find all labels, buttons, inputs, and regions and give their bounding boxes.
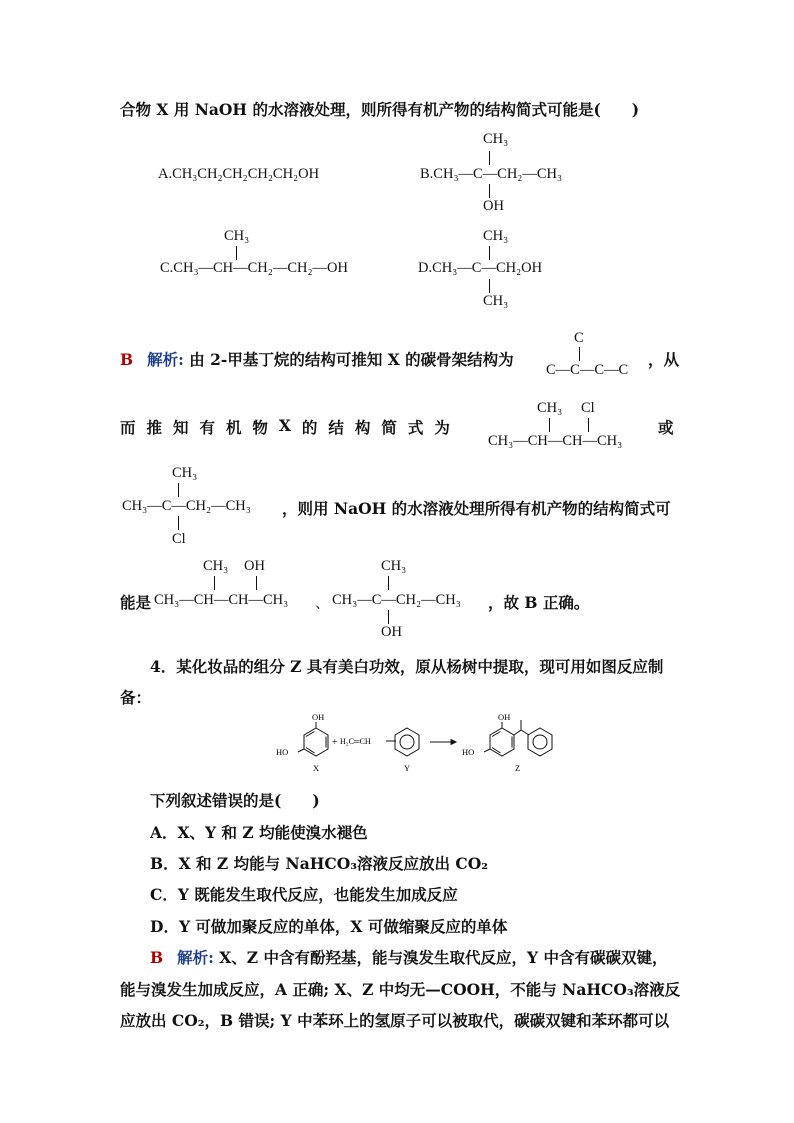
option-b: [420, 166, 562, 183]
bond-line: [178, 483, 179, 497]
q3-analysis-line-1: [120, 348, 514, 370]
q4-option-c: C．Y 既能发生取代反应，也能发生加成反应: [150, 885, 458, 904]
option-b-letter: B.: [420, 166, 434, 182]
prod1-top-left: CH₃: [203, 558, 229, 574]
word: X: [278, 416, 291, 435]
q4-option-b: B．X 和 Z 均能与 NaHCO₃溶液反应放出 CO₂: [150, 854, 489, 873]
word: 有: [199, 418, 215, 437]
prod1-top-right: OH: [244, 558, 265, 574]
q3-analysis-line-4-end: ，故 B 正确。: [488, 593, 590, 612]
option-a-letter: A.: [158, 166, 173, 182]
prod2-bottom: OH: [381, 624, 402, 640]
option-d: [418, 260, 542, 277]
reaction-arrow: [430, 740, 456, 745]
q3-analysis-line-2: [120, 416, 450, 438]
option-b-bottom: OH: [483, 198, 504, 214]
separator: 、: [315, 596, 330, 612]
reaction-scheme: [270, 708, 560, 780]
bond-line: [489, 246, 490, 260]
option-c: [160, 260, 348, 277]
q4-analysis-line-1: [150, 946, 667, 968]
prod2-top: CH₃: [381, 558, 407, 574]
word: 推: [146, 418, 162, 437]
bond-line: [489, 184, 490, 198]
bond-line: [388, 576, 389, 590]
option-d-formula: CH₃—C—CH₂OH: [432, 260, 543, 276]
q3-answer: B: [120, 350, 134, 369]
q4-answer: B: [150, 948, 164, 967]
molecule-y: [386, 728, 419, 756]
skeleton-top: C: [574, 330, 584, 346]
q4-analysis-line-2: 能与溴发生加成反应，A 正确; X、Z 中均无—COOH，不能与 NaHCO₃溶液反: [120, 980, 681, 999]
word: 知: [172, 418, 189, 437]
word: 构: [354, 418, 371, 437]
q4-option-a: A．X、Y 和 Z 均能使溴水褪色: [150, 823, 368, 842]
y-vinyl: H₂C═CH: [340, 737, 371, 746]
bond-line: [588, 418, 589, 432]
q3-analysis-label: 解析:: [147, 350, 184, 369]
q3-analysis-text: 由 2-甲基丁烷的结构可推知 X 的碳骨架结构为: [189, 350, 514, 369]
q4-prompt: 下列叙述错误的是( ): [150, 791, 320, 810]
option-c-letter: C.: [160, 260, 174, 276]
word: 物: [252, 418, 268, 437]
option-c-top: CH₃: [224, 228, 250, 244]
plus-sign: +: [332, 737, 338, 748]
q3-analysis-line-1-end: ，从: [648, 350, 680, 369]
option-b-top: CH₃: [483, 131, 509, 147]
word: 的: [301, 418, 318, 437]
q3-analysis-line-4-start: 能是: [120, 593, 152, 612]
q4-option-d: D．Y 可做加聚反应的单体，X 可做缩聚反应的单体: [150, 917, 508, 936]
x-oh-left: HO: [276, 747, 289, 757]
word: 式: [407, 418, 424, 437]
q4-stem-1: 4．某化妆品的组分 Z 具有美白功效，原从杨树中提取，现可用如图反应制: [150, 657, 664, 676]
prod1-main: CH₃—CH—CH—CH₃: [154, 592, 289, 608]
bond-line: [388, 610, 389, 624]
prod2-main: CH₃—C—CH₂—CH₃: [332, 592, 461, 608]
bond-line: [256, 576, 257, 590]
option-d-letter: D.: [418, 260, 433, 276]
option-a: [158, 166, 319, 183]
z-label: Z: [515, 763, 521, 773]
molecule-z: [484, 720, 552, 756]
q3-analysis-line-3: ，则用 NaOH 的水溶液处理所得有机产物的结构简式可: [282, 499, 671, 518]
q3-or: 或: [658, 418, 674, 437]
bond-line: [489, 151, 490, 165]
struct2-main: CH₃—C—CH₂—CH₃: [122, 498, 251, 514]
word: 为: [434, 418, 450, 437]
word: 而: [120, 418, 136, 437]
skeleton-main: C—C—C—C: [546, 362, 629, 378]
x-label: X: [313, 763, 320, 773]
z-oh-left: HO: [462, 747, 475, 757]
z-oh-top: OH: [498, 712, 511, 722]
option-c-formula: CH₃—CH—CH₂—CH₂—OH: [173, 260, 348, 276]
word: 简: [381, 418, 397, 437]
q4-analysis-label: 解析:: [177, 948, 214, 967]
x-oh-top: OH: [312, 712, 325, 722]
option-b-formula: CH₃—C—CH₂—CH₃: [433, 166, 563, 182]
bond-line: [489, 279, 490, 293]
q4-stem-2: 备：: [120, 688, 152, 707]
q3-stem: 合物 X 用 NaOH 的水溶液处理，则所得有机产物的结构简式可能是( ): [120, 100, 640, 119]
bond-line: [178, 516, 179, 530]
option-d-bottom: CH₃: [483, 293, 509, 309]
bond-line: [214, 576, 215, 590]
struct1-top-right: Cl: [581, 400, 595, 416]
q4-analysis-line-3: 应放出 CO₂，B 错误; Y 中苯环上的氢原子可以被取代，碳碳双键和苯环都可以: [120, 1011, 670, 1030]
word: 机: [225, 418, 242, 437]
y-label: Y: [404, 763, 411, 773]
bond-line: [549, 418, 550, 432]
option-d-top: CH₃: [483, 228, 509, 244]
bond-line: [236, 246, 237, 260]
option-a-formula: CH₃CH₂CH₂CH₂CH₂OH: [172, 166, 320, 182]
bond-line: [579, 347, 580, 361]
struct1-top-left: CH₃: [537, 400, 563, 416]
struct1-main: CH₃—CH—CH—CH₃: [488, 433, 623, 449]
molecule-x: [298, 722, 328, 756]
struct2-top: CH₃: [172, 465, 198, 481]
struct2-bottom: Cl: [172, 531, 186, 547]
word: 结: [328, 418, 344, 437]
q4-analysis-text: X、Z 中含有酚羟基，能与溴发生取代反应，Y 中含有碳碳双键，: [219, 948, 668, 967]
